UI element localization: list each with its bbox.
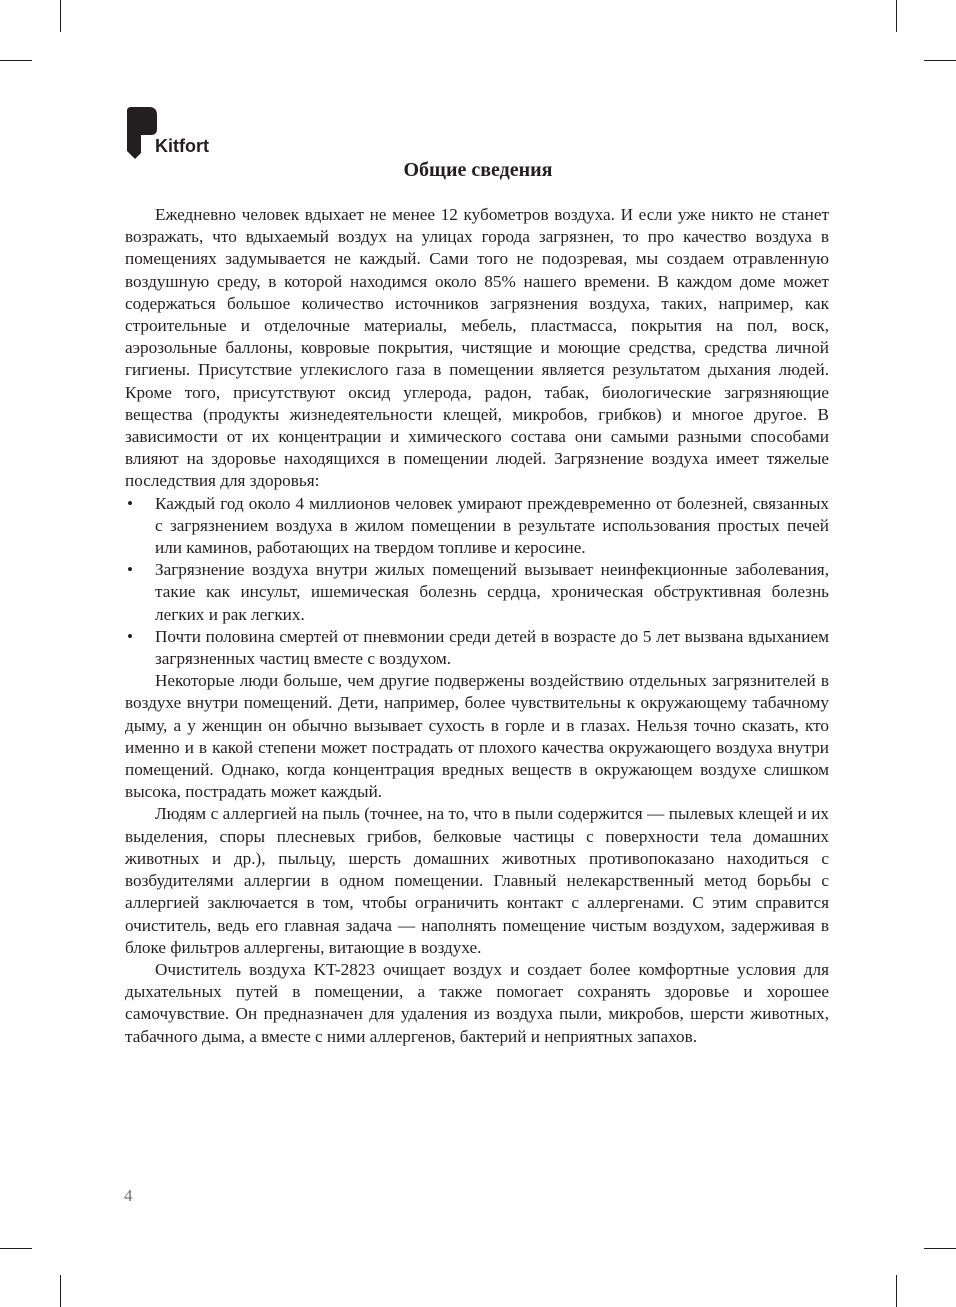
- list-item: [125, 626, 829, 670]
- health-effects-list: [125, 493, 829, 671]
- list-item: [125, 559, 829, 626]
- paragraph-intro: Ежедневно человек вдыхает не менее 12 кубометров воздуха. И если уже никто не станет возражать, что вдыхаемый воздух на улицах города загрязнен, то про качество воздуха в помещениях задумывается не каждый. Сами того не подозревая, мы создаем отравленную воздушную среду, в которой находимся около 85% нашего времени. В каждом доме может содержаться большое количество источников загрязнения воздуха, таких, например, как строительные и отделочные материалы, мебель, пластмасса, покрытия на пол, воск, аэрозольные баллоны, ковровые покрытия, чистящие и моющие средства, средства личной гигиены. Присутствие углекислого газа в помещении является результатом дыхания людей. Кроме того, присутствуют оксид углерода, радон, табак, биологические загрязняющие вещества (продукты жизнедеятельности клещей, микробов, грибков) и многое другое. В зависимости от их концентрации и химического состава они самыми разными способами влияют на здоровье находящихся в помещении людей. Загрязнение воздуха имеет тяжелые последствия для здоровья:: [125, 205, 829, 491]
- crop-mark-bottom-right: [896, 1275, 897, 1307]
- paragraph-sensitivity: Некоторые люди больше, чем другие подвержены воздействию отдельных загрязнителей в воздухе внутри помещений. Дети, например, более чувствительны к окружающему табачному дыму, а у женщин он обычно вызывает сухость в горле и в глазах. Нельзя точно сказать, кто именно и в какой степени может пострадать от плохого качества окружающего воздуха внутри помещений. Однако, когда концентрация вредных веществ в окружающем воздухе слишком высока, пострадать может каждый.: [125, 671, 829, 802]
- crop-mark-left-top: [0, 60, 32, 61]
- list-item-text: Каждый год около 4 миллионов человек умирают преждевременно от болезней, связанных с загрязнением воздуха в жилом помещении в результате использования простых печей или каминов, работающих на твердом топливе и керосине.: [155, 493, 829, 558]
- list-item: [125, 493, 829, 560]
- paragraph-allergy: Людям с аллергией на пыль (точнее, на то, что в пыли содержится — пылевых клещей и их выделения, споры плесневых грибов, белковые частицы с поверхности тела домашних животных и др.), пыльцу, шерсть домашних животных противопоказано находиться с возбудителями аллергии в одном помещении. Главный нелекарственный метод борьбы с аллергией заключается в том, чтобы ограничить контакт с аллергенами. С этим справится очиститель, ведь его главная задача — наполнять помещение чистым воздухом, задерживая в блоке фильтров аллергены, витающие в воздухе.: [125, 804, 829, 957]
- bullet-icon: •: [127, 493, 134, 513]
- crop-mark-right-bottom: [924, 1248, 956, 1249]
- crop-mark-right-top: [924, 60, 956, 61]
- bullet-icon: •: [127, 560, 134, 580]
- page-title: Общие сведения: [403, 159, 553, 181]
- crop-mark-bottom-left: [60, 1275, 61, 1307]
- kitfort-logo-icon: [127, 107, 157, 159]
- list-item-text: Загрязнение воздуха внутри жилых помещений вызывает неинфекционные заболевания, такие как инсульт, ишемическая болезнь сердца, хроническая обструктивная болезнь легких и рак легких.: [155, 560, 829, 624]
- list-item-text: Почти половина смертей от пневмонии среди детей в возрасте до 5 лет вызвана вдыханием загрязненных частиц вместе с воздухом.: [155, 626, 829, 669]
- document-body: [125, 204, 829, 1048]
- kitfort-logo: [127, 107, 237, 159]
- crop-mark-top-right: [896, 0, 897, 32]
- crop-mark-left-bottom: [0, 1248, 32, 1249]
- page-number: 4: [124, 1186, 133, 1205]
- bullet-icon: •: [127, 626, 134, 646]
- paragraph-product: Очиститель воздуха KT-2823 очищает воздух и создает более комфортные условия для дыхательных путей в помещении, а также помогает сохранять здоровье и хорошее самочувствие. Он предназначен для удаления из воздуха пыли, микробов, шерсти животных, табачного дыма, а вместе с ними аллергенов, бактерий и неприятных запахов.: [125, 959, 829, 1046]
- crop-mark-top-left: [60, 0, 61, 32]
- brand-name: Kitfort: [155, 136, 209, 156]
